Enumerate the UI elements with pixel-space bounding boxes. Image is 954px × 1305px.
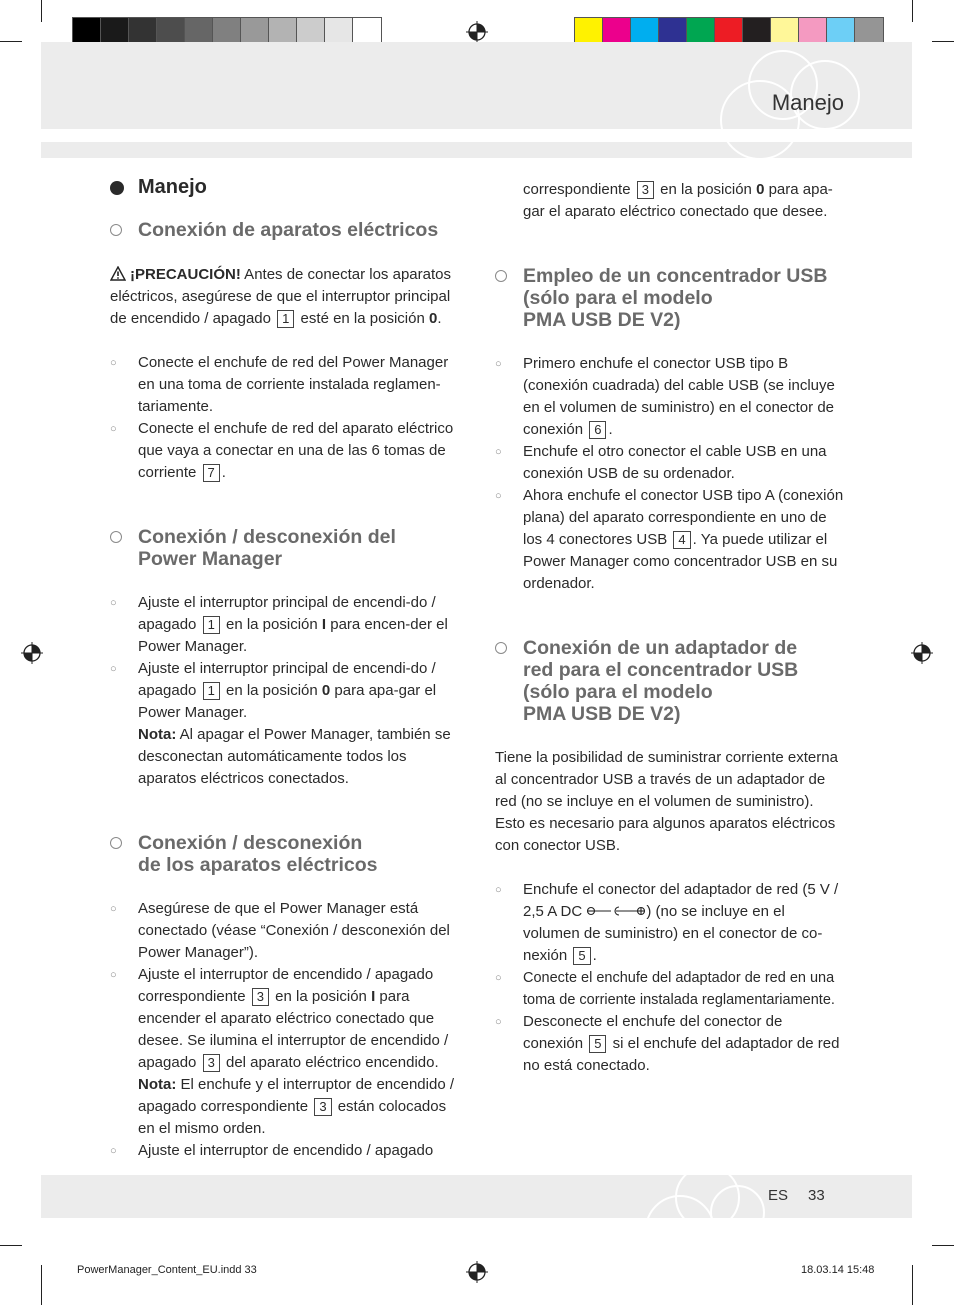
crop-mark [932,1245,954,1246]
list-item: ○ Ajuste el interruptor principal de encendi-do / apagado 1 en la posición I para encen-der el Power Manager. [110,592,460,658]
ring-bullet-icon: ○ [110,1145,117,1157]
crop-mark [41,0,42,22]
crop-mark [912,0,913,22]
color-swatch [353,18,381,45]
ring-bullet-icon [495,270,507,282]
list-item: ○ Conecte el enchufe de red del Power Manager en una toma de corriente instalada reglamen-tariamente. [110,352,460,418]
ring-bullet-icon: ○ [495,446,502,458]
subheading-power-manager: Conexión / desconexión del Power Manager [110,526,460,570]
ring-bullet-icon: ○ [495,1016,502,1028]
ring-bullet-icon [110,837,122,849]
list-item: ○ Primero enchufe el conector USB tipo B (conexión cuadrada) del cable USB (se incluye en el volumen de suministro) en el conector de conexión 6 . [495,353,845,441]
ring-bullet-icon: ○ [495,884,502,896]
color-swatch [269,18,297,45]
ring-bullet-icon: ○ [110,663,117,675]
registration-mark-icon [466,21,488,43]
list-item: ○ Asegúrese de que el Power Manager está conectado (véase “Conexión / desconexión del Power Manager”). [110,898,460,964]
ring-bullet-icon: ○ [495,358,502,370]
footer-language: ES [768,1187,789,1204]
subheading-connect-devices: Conexión de aparatos eléctricos [110,219,460,241]
section-heading: Manejo [110,176,460,199]
color-swatch [241,18,269,45]
crop-mark [0,41,22,42]
dc-polarity-icon [586,905,646,917]
color-swatch [687,18,715,45]
list-item: ○ Conecte el enchufe del adaptador de red en una toma de corriente instalada reglamentariamente. [495,967,845,1011]
list-item: ○ Enchufe el conector del adaptador de red (5 V / 2,5 A DC ) (no se incluye en el volumen de suministro) en el conector de co-nexión 5 . [495,879,845,967]
list-item: ○ Desconecte el enchufe del conector de conexión 5 si el enchufe del adaptador de red no está conectado. [495,1011,845,1077]
subheading-usb-hub: Empleo de un concentrador USB (sólo para el modelo PMA USB DE V2) [495,265,845,331]
color-swatch [855,18,883,45]
list-item: ○ Ajuste el interruptor de encendido / apagado [110,1140,460,1162]
decorative-circle [710,1185,765,1240]
crop-mark [932,41,954,42]
color-swatch [101,18,129,45]
list-item: ○ Enchufe el otro conector el cable USB en una conexión USB de su ordenador. [495,441,845,485]
ring-bullet-icon [110,531,122,543]
crop-mark [912,1265,913,1305]
color-swatch [715,18,743,45]
subheading-adapter: Conexión de un adaptador de red para el concentrador USB (sólo para el modelo PMA USB DE V2) [495,637,845,725]
color-swatch [575,18,603,45]
page-number: 33 [808,1187,825,1204]
list-item: ○ Ajuste el interruptor de encendido / apagado correspondiente 3 en la posición I para encender el aparato eléctrico conectado que desee. Se ilumina el interruptor de encendido / apagado 3 del aparato eléctrico encendido. Nota: El enchufe y el interruptor de encendido / apagado correspondiente 3 están colocados en el mismo orden. [110,964,460,1140]
color-swatch [743,18,771,45]
ring-bullet-icon: ○ [110,969,117,981]
ring-bullet-icon: ○ [495,490,502,502]
color-swatch [603,18,631,45]
left-column [110,176,460,1162]
crop-mark [41,1265,42,1305]
warning-triangle-icon [110,266,126,281]
color-swatch [213,18,241,45]
color-swatch [325,18,353,45]
ring-bullet-icon [110,224,122,236]
list-item: ○ Ahora enchufe el conector USB tipo A (conexión plana) del aparato correspondiente en uno de los 4 conectores USB 4 . Ya puede utilizar el Power Manager como concentrador USB en su ordenador. [495,485,845,595]
registration-mark-icon [911,642,933,664]
date-slug: 18.03.14 15:48 [801,1264,875,1276]
color-swatch [631,18,659,45]
header-title: Manejo [771,90,844,115]
color-swatch [129,18,157,45]
list-item: ○ Ajuste el interruptor principal de encendi-do / apagado 1 en la posición 0 para apa-gar el Power Manager. Nota: Al apagar el Power Manager, también se desconectan automáticamente todos los aparatos eléctricos conectados. [110,658,460,790]
registration-mark-icon [466,1261,488,1283]
ring-bullet-icon: ○ [110,597,117,609]
color-swatch [659,18,687,45]
warning-paragraph: ¡PRECAUCIÓN! Antes de conectar los aparatos eléctricos, asegúrese de que el interruptor principal de encendido / apagado 1 esté en la posición 0. [110,266,451,327]
right-column [495,179,845,1077]
crop-mark [0,1245,22,1246]
continued-paragraph: correspondiente 3 en la posición 0 para apa-gar el aparato eléctrico conectado que desee. [523,181,833,220]
list-item: ○ Conecte el enchufe de red del aparato eléctrico que vaya a conectar en una de las 6 tomas de corriente 7 . [110,418,460,484]
color-swatch [297,18,325,45]
file-slug: PowerManager_Content_EU.indd 33 [77,1264,257,1276]
color-swatch [157,18,185,45]
color-swatch [827,18,855,45]
registration-mark-icon [21,642,43,664]
color-swatch [185,18,213,45]
adapter-intro: Tiene la posibilidad de suministrar corriente externa al concentrador USB a través de un adaptador de red (no se incluye en el volumen de suministro). Esto es necesario para algunos aparatos eléctricos con conector USB. [495,749,838,854]
subheading-devices-onoff: Conexión / desconexión de los aparatos eléctricos [110,832,460,876]
bullet-dot-icon [110,181,124,195]
ring-bullet-icon: ○ [495,972,502,984]
ring-bullet-icon: ○ [110,423,117,435]
color-swatch [73,18,101,45]
ring-bullet-icon: ○ [110,357,117,369]
ring-bullet-icon [495,642,507,654]
color-swatch [799,18,827,45]
color-swatch [771,18,799,45]
ring-bullet-icon: ○ [110,903,117,915]
